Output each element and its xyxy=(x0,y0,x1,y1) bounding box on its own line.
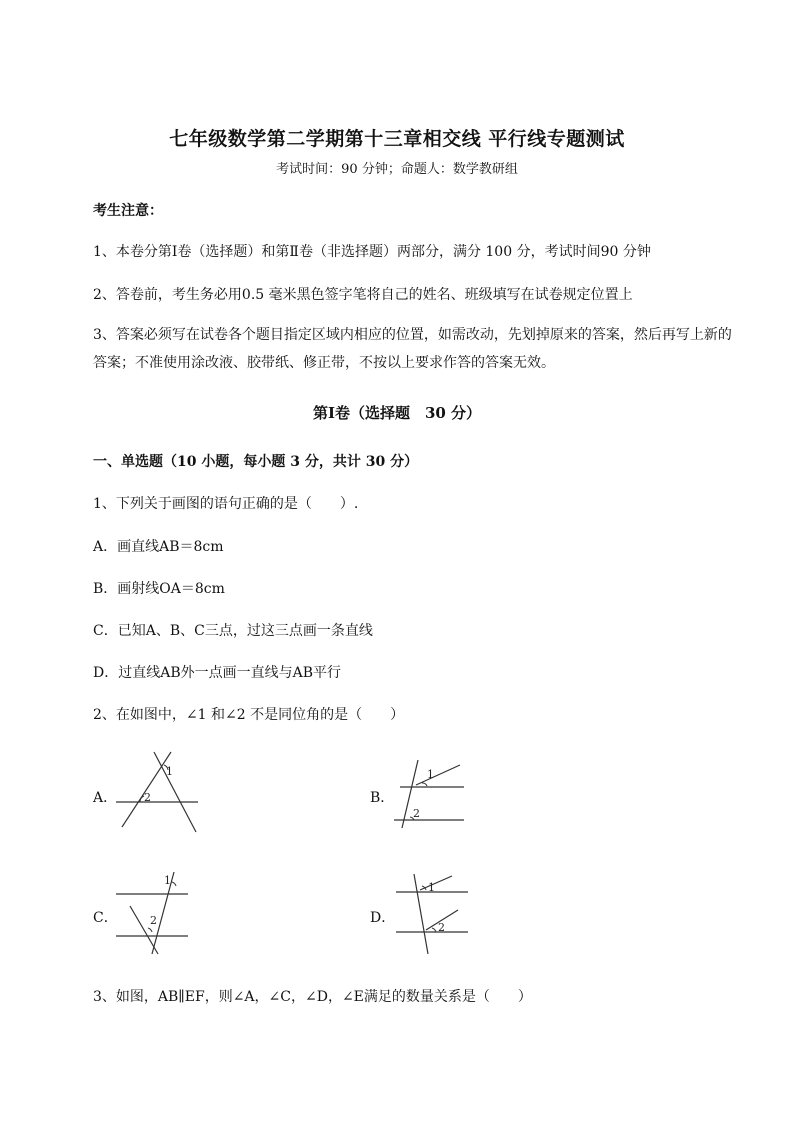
question-2-figure-d xyxy=(392,870,477,960)
question-2-figure-b xyxy=(390,755,475,835)
svg-text:2: 2 xyxy=(413,807,420,820)
notice-item-3: 3、答案必须写在试卷各个题目指定区域内相应的位置，如需改动，先划掉原来的答案，然后再写上新的答案；不准使用涂改液、胶带纸、修正带，不按以上要求作答的答案无效。 xyxy=(93,327,732,371)
question-1-option-b[interactable]: B．画射线OA＝8cm xyxy=(93,581,225,597)
notice-heading: 考生注意： xyxy=(93,203,163,219)
svg-text:1: 1 xyxy=(428,881,435,894)
question-2-option-b-label[interactable]: B． xyxy=(370,790,395,806)
question-2-option-c-label[interactable]: C． xyxy=(93,910,118,926)
question-2-stem: 2、在如图中，∠1 和∠2 不是同位角的是（ ） xyxy=(93,707,405,723)
section-title: 第Ⅰ卷（选择题 30 分） xyxy=(312,404,482,422)
notice-item-1: 1、本卷分第Ⅰ卷（选择题）和第Ⅱ卷（非选择题）两部分，满分 100 分，考试时间90 分钟 xyxy=(93,244,651,260)
exam-info: 考试时间：90 分钟；命题人：数学教研组 xyxy=(276,162,518,177)
question-3-stem: 3、如图，AB∥EF，则∠A，∠C，∠D，∠E满足的数量关系是（ ） xyxy=(93,989,532,1005)
svg-text:2: 2 xyxy=(144,791,151,804)
notice-item-2: 2、答卷前，考生务必用0.5 毫米黑色签字笔将自己的姓名、班级填写在试卷规定位置上 xyxy=(93,287,633,303)
question-1-option-c[interactable]: C．已知A、B、C三点，过这三点画一条直线 xyxy=(93,623,373,639)
question-2-figure-a xyxy=(110,750,210,835)
question-2-figure-c xyxy=(112,870,197,960)
svg-text:2: 2 xyxy=(150,914,157,927)
svg-text:1: 1 xyxy=(166,765,173,778)
question-1-stem: 1、下列关于画图的语句正确的是（ ）. xyxy=(93,496,359,512)
page-title: 七年级数学第二学期第十三章相交线 平行线专题测试 xyxy=(169,128,625,150)
svg-text:2: 2 xyxy=(438,921,445,934)
question-1-option-d[interactable]: D．过直线AB外一点画一直线与AB平行 xyxy=(93,665,342,681)
question-2-option-d-label[interactable]: D． xyxy=(370,910,396,926)
part-heading: 一、单选题（10 小题，每小题 3 分，共计 30 分） xyxy=(93,454,419,470)
svg-text:1: 1 xyxy=(164,874,171,887)
question-2-option-a-label[interactable]: A． xyxy=(93,790,118,806)
svg-text:1: 1 xyxy=(427,768,434,781)
question-1-option-a[interactable]: A．画直线AB＝8cm xyxy=(93,539,224,555)
